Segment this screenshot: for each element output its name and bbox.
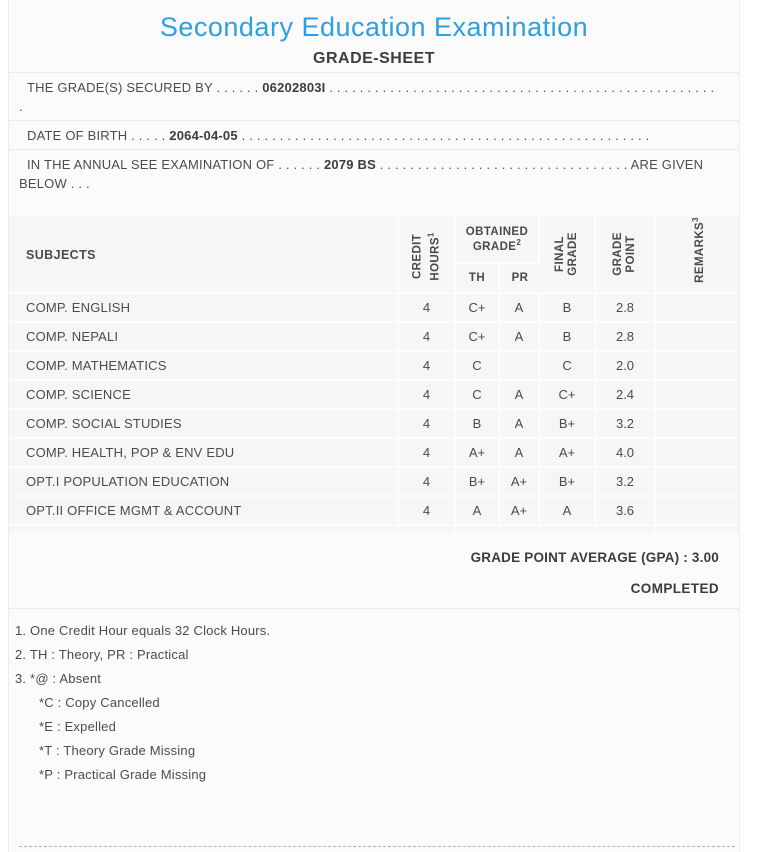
theory-grade: B: [456, 410, 500, 439]
column-header-pr: PR: [500, 264, 540, 294]
final-grade: C: [540, 352, 596, 381]
practical-grade: A: [500, 323, 540, 352]
table-row: [9, 468, 739, 497]
subject-name: COMP. NEPALI: [9, 323, 399, 352]
column-header-grade-point: GRADE POINT: [596, 217, 656, 294]
remarks: [656, 323, 739, 352]
examination-year-value: 2079 BS: [323, 157, 376, 172]
footnotes-section: [9, 608, 739, 787]
gpa-line: [29, 550, 719, 565]
grade-point: 2.0: [596, 352, 656, 381]
footnote-expelled: *E : Expelled: [39, 719, 117, 734]
page-title: Secondary Education Examination: [159, 12, 589, 42]
examination-prefix: IN THE ANNUAL SEE EXAMINATION OF . . . . . .: [27, 157, 321, 172]
credit-hours: 4: [399, 381, 456, 410]
credit-hours: 4: [399, 468, 456, 497]
theory-grade: C+: [456, 294, 500, 323]
final-grade: A: [540, 497, 596, 526]
table-row: [9, 439, 739, 468]
column-header-final-grade: FINAL GRADE: [540, 217, 596, 294]
column-header-obtained-grade: OBTAINED GRADE$^2$: [456, 217, 540, 264]
remarks: [656, 439, 739, 468]
practical-grade: A: [500, 294, 540, 323]
footnote-ref-1: 1: [426, 231, 436, 237]
practical-grade: A: [500, 381, 540, 410]
credit-hours: 4: [399, 294, 456, 323]
table-row: [9, 497, 739, 526]
practical-grade: A+: [500, 468, 540, 497]
footnote-credit-hours: 1. One Credit Hour equals 32 Clock Hours.: [15, 623, 271, 638]
grade-point: 2.8: [596, 323, 656, 352]
summary-section: [9, 534, 739, 608]
remarks: [656, 410, 739, 439]
footnote-ref-3: 3: [690, 217, 700, 222]
credit-hours: 4: [399, 439, 456, 468]
grade-point: 3.2: [596, 468, 656, 497]
grade-point: 4.0: [596, 439, 656, 468]
remarks: [656, 294, 739, 323]
subject-name: COMP. SOCIAL STUDIES: [9, 410, 399, 439]
final-grade: B: [540, 294, 596, 323]
credit-hours: 4: [399, 410, 456, 439]
date-of-birth-prefix: DATE OF BIRTH . . . . .: [27, 128, 166, 143]
gpa-label: GRADE POINT AVERAGE (GPA) :: [470, 550, 688, 565]
practical-grade: A+: [500, 497, 540, 526]
table-row: [9, 352, 739, 381]
column-header-th: TH: [456, 264, 500, 294]
final-grade: B: [540, 323, 596, 352]
footnote-th-pr: 2. TH : Theory, PR : Practical: [15, 647, 189, 662]
final-grade: A+: [540, 439, 596, 468]
theory-grade: A+: [456, 439, 500, 468]
title-block: [9, 0, 739, 72]
remarks: [656, 468, 739, 497]
credit-hours: 4: [399, 323, 456, 352]
table-row: [9, 410, 739, 439]
subject-name: COMP. MATHEMATICS: [9, 352, 399, 381]
credit-hours: 4: [399, 497, 456, 526]
theory-grade: C+: [456, 323, 500, 352]
footnote-copy-cancelled: *C : Copy Cancelled: [39, 695, 160, 710]
subject-name: OPT.I POPULATION EDUCATION: [9, 468, 399, 497]
grade-point: 3.2: [596, 410, 656, 439]
final-grade: B+: [540, 468, 596, 497]
footnote-practical-missing: *P : Practical Grade Missing: [39, 767, 207, 782]
bottom-dashed-divider: [19, 846, 735, 847]
footnote-absent: 3. *@ : Absent: [15, 671, 102, 686]
date-of-birth-value: 2064-04-05: [169, 128, 238, 143]
practical-grade: A: [500, 410, 540, 439]
examination-dots: . . . . . . . . . . . . . . . . . . . . . . . . . . . . . . . . . ARE GIVEN BELOW . . .: [19, 157, 704, 191]
column-header-remarks: REMARKS$^3$: [656, 217, 739, 294]
grade-point: 2.8: [596, 294, 656, 323]
subject-name: COMP. SCIENCE: [9, 381, 399, 410]
column-header-subjects: SUBJECTS: [9, 217, 399, 294]
final-grade: B+: [540, 410, 596, 439]
symbol-number-value: 06202803I: [262, 80, 326, 95]
column-header-credit-hours: CREDIT HOURS$^1$: [399, 217, 456, 294]
subject-name: OPT.II OFFICE MGMT & ACCOUNT: [9, 497, 399, 526]
grade-point: 2.4: [596, 381, 656, 410]
grade-table-section: [9, 217, 739, 534]
remarks: [656, 381, 739, 410]
grade-secured-prefix: THE GRADE(S) SECURED BY . . . . . .: [27, 80, 259, 95]
subject-name: COMP. HEALTH, POP & ENV EDU: [9, 439, 399, 468]
page-subtitle: GRADE-SHEET: [313, 50, 435, 67]
theory-grade: C: [456, 381, 500, 410]
grade-point: 3.6: [596, 497, 656, 526]
practical-grade: [500, 352, 540, 381]
grade-table: [9, 217, 739, 534]
theory-grade: A: [456, 497, 500, 526]
grade-secured-dots: . . . . . . . . . . . . . . . . . . . . . . . . . . . . . . . . . . . . . . . . . . . . . . . . . . . .: [19, 80, 715, 114]
grade-secured-line: [9, 72, 739, 120]
remarks: [656, 352, 739, 381]
subject-name: COMP. ENGLISH: [9, 294, 399, 323]
date-of-birth-dots: . . . . . . . . . . . . . . . . . . . . . . . . . . . . . . . . . . . . . . . . . . . . . . . . . . . . . .: [241, 128, 650, 143]
final-grade: C+: [540, 381, 596, 410]
gpa-value: 3.00: [691, 550, 719, 565]
credit-hours: 4: [399, 352, 456, 381]
remarks: [656, 497, 739, 526]
footnote-ref-2: 2: [516, 238, 522, 248]
examination-line: [9, 149, 739, 197]
practical-grade: A: [500, 439, 540, 468]
table-row: [9, 381, 739, 410]
footnote-theory-missing: *T : Theory Grade Missing: [39, 743, 196, 758]
theory-grade: C: [456, 352, 500, 381]
table-row: [9, 294, 739, 323]
date-of-birth-line: [9, 120, 739, 149]
result-status: COMPLETED: [630, 581, 719, 596]
theory-grade: B+: [456, 468, 500, 497]
table-empty-row: [9, 526, 739, 534]
table-row: [9, 323, 739, 352]
gradesheet-panel: [8, 0, 740, 852]
